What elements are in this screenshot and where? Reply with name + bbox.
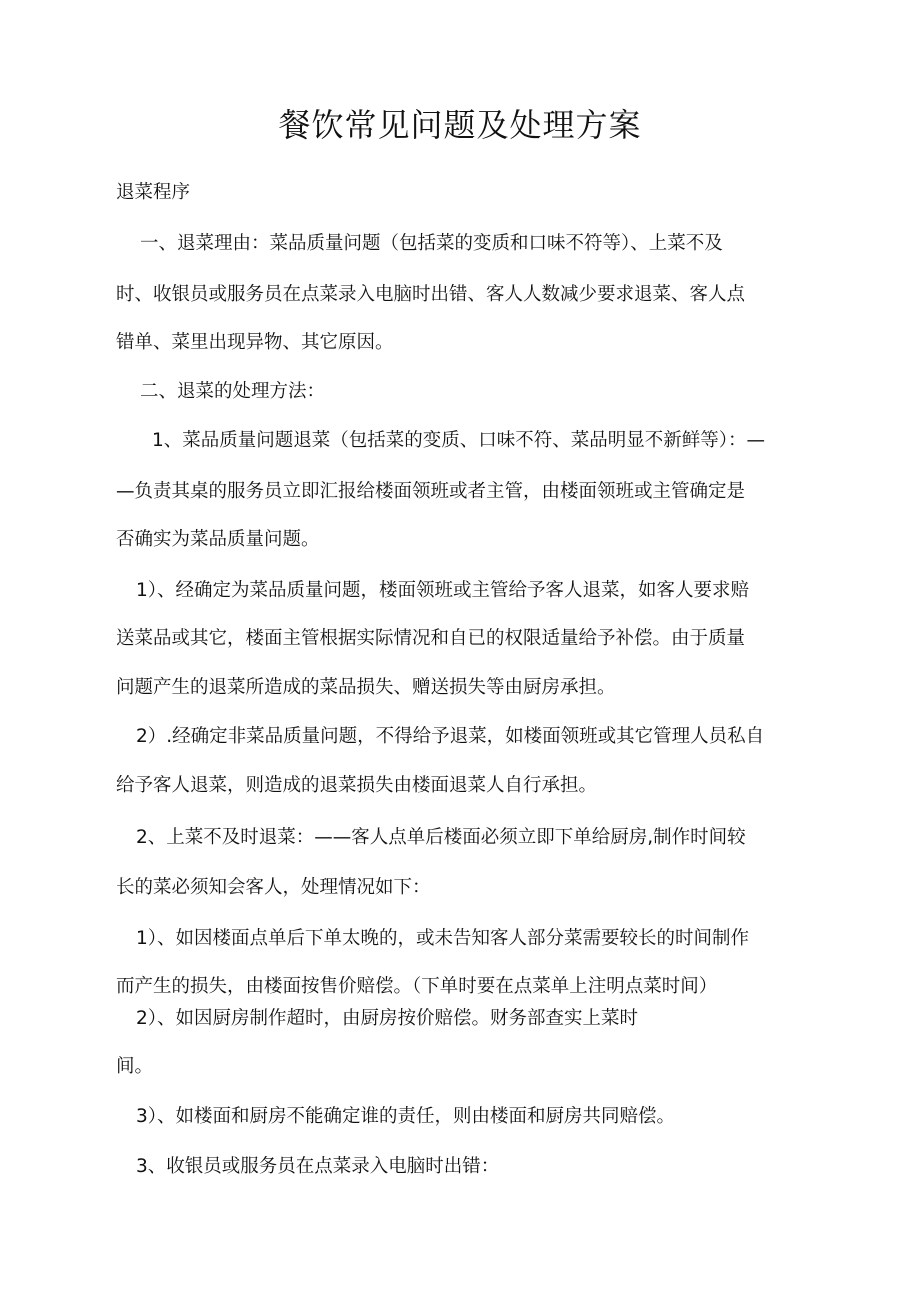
paragraph-line: 2）.经确定非菜品质量问题，不得给予退菜，如楼面领班或其它管理人员私自 [136, 726, 765, 747]
paragraph-line: 时、收银员或服务员在点菜录入电脑时出错、客人人数减少要求退菜、客人点 [116, 284, 746, 305]
paragraph-line: 2、上菜不及时退菜：——客人点单后楼面必须立即下单给厨房,制作时间较 [136, 827, 746, 848]
paragraph-line: 错单、菜里出现异物、其它原因。 [116, 332, 394, 353]
paragraph-line: 1、菜品质量问题退菜（包括菜的变质、口味不符、菜品明显不新鲜等）：— [152, 430, 766, 451]
paragraph-line: 送菜品或其它，楼面主管根据实际情况和自已的权限适量给予补偿。由于质量 [116, 628, 746, 649]
paragraph-line: 而产生的损失，由楼面按售价赔偿。（下单时要在点菜单上注明点菜时间） [116, 976, 718, 997]
paragraph-line: 一、退菜理由：菜品质量问题（包括菜的变质和口味不符等）、上菜不及 [140, 233, 723, 254]
paragraph-line: 问题产生的退菜所造成的菜品损失、赠送损失等由厨房承担。 [116, 677, 616, 698]
section-heading: 退菜程序 [116, 182, 191, 203]
paragraph-line: 二、退菜的处理方法： [140, 381, 326, 402]
paragraph-line: —负责其桌的服务员立即汇报给楼面领班或者主管，由楼面领班或主管确定是 [116, 481, 746, 502]
document-title: 餐饮常见问题及处理方案 [278, 106, 642, 144]
paragraph-line: 长的菜必须知会客人，处理情况如下： [116, 877, 431, 898]
paragraph-line: 给予客人退菜，则造成的退菜损失由楼面退菜人自行承担。 [116, 775, 598, 796]
paragraph-line: 间。 [116, 1056, 154, 1077]
paragraph-line: 3）、如楼面和厨房不能确定谁的责任，则由楼面和厨房共同赔偿。 [136, 1106, 676, 1127]
paragraph-line: 1）、如因楼面点单后下单太晚的，或未告知客人部分菜需要较长的时间制作 [136, 928, 750, 949]
paragraph-line: 3、收银员或服务员在点菜录入电脑时出错： [136, 1156, 500, 1177]
paragraph-line: 2）、如因厨房制作超时，由厨房按价赔偿。财务部查实上菜时 [136, 1008, 639, 1029]
paragraph-line: 否确实为菜品质量问题。 [116, 529, 320, 550]
paragraph-line: 1）、经确定为菜品质量问题，楼面领班或主管给予客人退菜，如客人要求赔 [136, 580, 750, 601]
